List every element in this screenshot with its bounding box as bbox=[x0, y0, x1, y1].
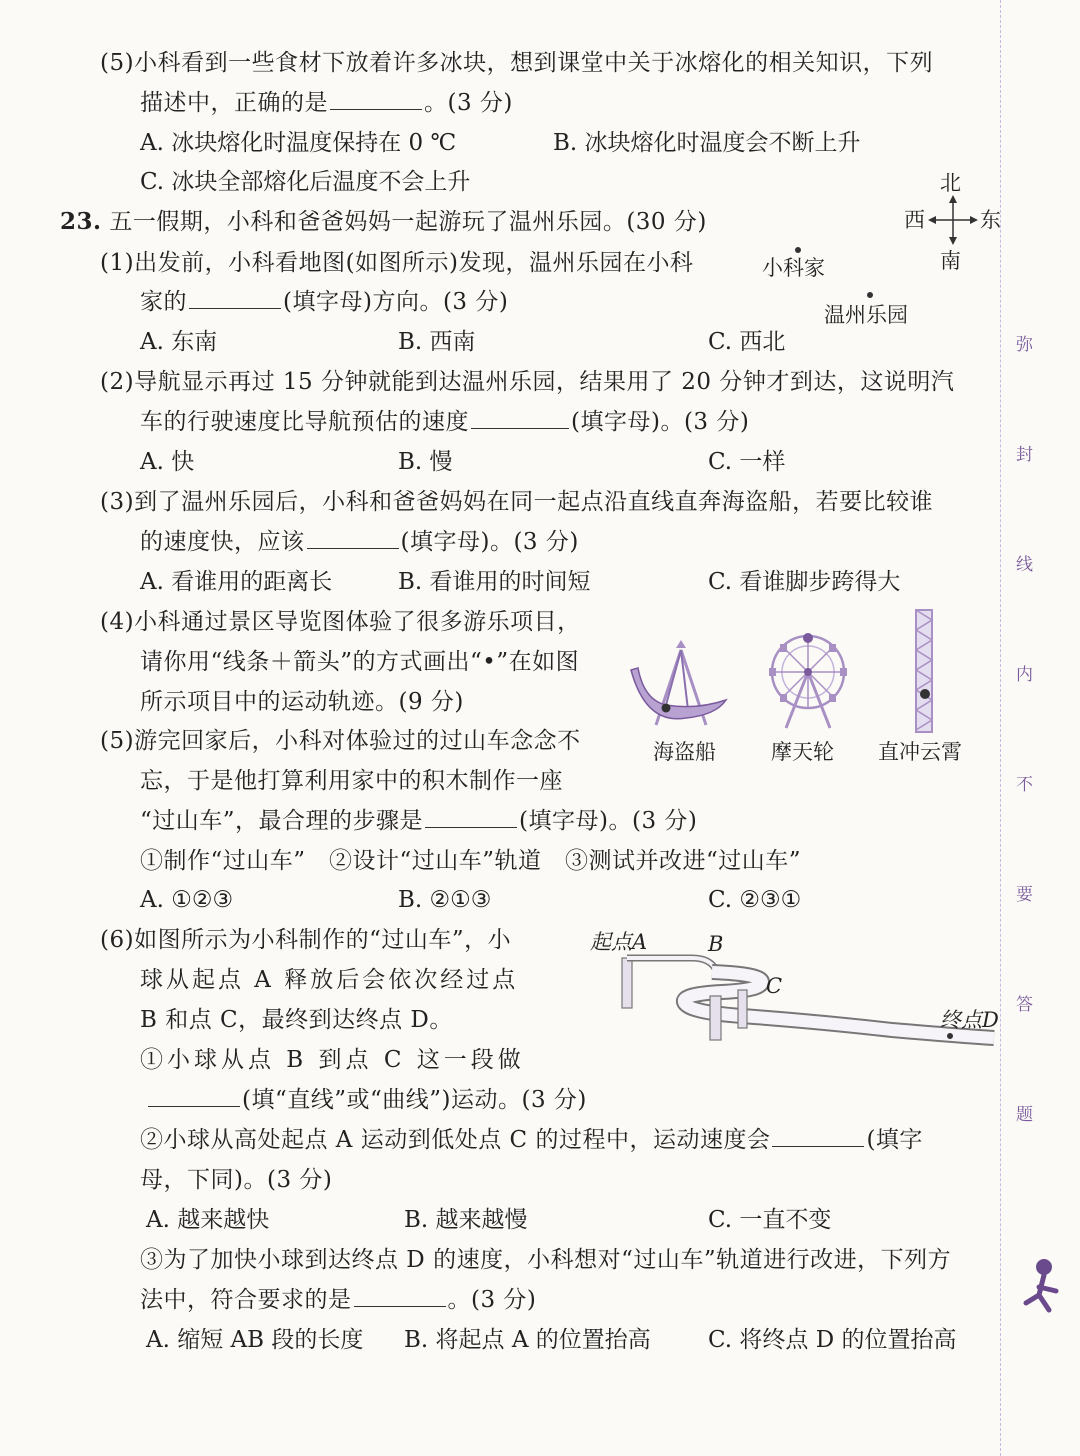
binding-margin bbox=[1000, 0, 1053, 1456]
label-start-a: 起点A bbox=[590, 930, 648, 954]
sidebar-char: 内 bbox=[1016, 665, 1033, 685]
map-label-park: 温州乐园 bbox=[824, 303, 908, 327]
mascot-figure bbox=[1014, 1255, 1064, 1315]
pirate-ship-illustration bbox=[626, 630, 736, 730]
q23-5-option-b: B. ②①③ bbox=[398, 887, 492, 913]
map-dot-park bbox=[866, 291, 874, 299]
q23-2-option-b: B. 慢 bbox=[398, 449, 453, 475]
q23-6-sub3-line2: 法中，符合要求的是 。(3 分) bbox=[140, 1287, 537, 1313]
q23-3-stem-line2: 的速度快，应该 (填字母)。(3 分) bbox=[140, 529, 579, 555]
answer-blank[interactable] bbox=[425, 807, 517, 828]
q23-3-stem-line1: (3)到了温州乐园后，小科和爸爸妈妈在同一起点沿直线直奔海盗船，若要比较谁 bbox=[100, 489, 934, 515]
q23-6-sub1-line1: ①小球从点 B 到点 C 这一段做 bbox=[140, 1047, 525, 1073]
sidebar-char: 封 bbox=[1016, 445, 1033, 465]
q23-2-option-c: C. 一样 bbox=[708, 449, 786, 475]
q23-4-stem-line2: 请你用“线条＋箭头”的方式画出“•”在如图 bbox=[140, 649, 580, 675]
q23-5-stem-line1: (5)游完回家后，小科对体验过的过山车念念不 bbox=[100, 728, 581, 754]
answer-blank[interactable] bbox=[354, 1286, 446, 1307]
q23-6-sub2-line2: 母，下同)。(3 分) bbox=[140, 1167, 333, 1193]
q23-6-sub3-option-c: C. 将终点 D 的位置抬高 bbox=[708, 1327, 957, 1353]
q23-6-sub2-line1: ②小球从高处起点 A 运动到低处点 C 的过程中，运动速度会 (填字 bbox=[140, 1127, 923, 1153]
answer-blank[interactable] bbox=[307, 528, 399, 549]
q23-1-option-c: C. 西北 bbox=[708, 329, 786, 355]
q23-2-stem-line1: (2)导航显示再过 15 分钟就能到达温州乐园，结果用了 20 分钟才到达，这说明汽 bbox=[100, 369, 955, 395]
answer-blank[interactable] bbox=[148, 1086, 240, 1107]
q23-2-option-a: A. 快 bbox=[140, 449, 195, 475]
answer-blank[interactable] bbox=[471, 408, 569, 429]
q23-5-stem-line2: 忘，于是他打算利用家中的积木制作一座 bbox=[140, 768, 563, 794]
compass-east: 东 bbox=[980, 208, 1001, 232]
q23-6-stem-line2: 球从起点 A 释放后会依次经过点 bbox=[140, 967, 519, 993]
q23-1-option-a: A. 东南 bbox=[140, 329, 218, 355]
sidebar-char: 答 bbox=[1016, 995, 1033, 1015]
q23-6-sub2-option-c: C. 一直不变 bbox=[708, 1207, 832, 1233]
label-end-d: 终点D bbox=[940, 1008, 999, 1032]
sidebar-char: 线 bbox=[1016, 555, 1033, 575]
q23-1-stem-line1: (1)出发前，小科看地图(如图所示)发现，温州乐园在小科 bbox=[100, 250, 694, 276]
compass-south: 南 bbox=[940, 249, 961, 273]
map-label-home: 小科家 bbox=[762, 256, 825, 280]
q23-4-stem-line1: (4)小科通过景区导览图体验了很多游乐项目， bbox=[100, 609, 581, 635]
q23-1-option-b: B. 西南 bbox=[398, 329, 476, 355]
q23-3-option-c: C. 看谁脚步跨得大 bbox=[708, 569, 901, 595]
q23-5-option-a: A. ①②③ bbox=[140, 887, 234, 913]
caption-drop-tower: 直冲云霄 bbox=[878, 740, 962, 764]
compass-north: 北 bbox=[940, 171, 961, 195]
q23-1-stem-line2: 家的 (填字母)方向。(3 分) bbox=[140, 289, 509, 315]
q23-6-stem-line1: (6)如图所示为小科制作的“过山车”，小 bbox=[100, 927, 512, 953]
q23-3-option-a: A. 看谁用的距离长 bbox=[140, 569, 333, 595]
q23-6-sub3-option-b: B. 将起点 A 的位置抬高 bbox=[404, 1327, 651, 1353]
q23-2-stem-line2: 车的行驶速度比导航预估的速度 (填字母)。(3 分) bbox=[140, 409, 750, 435]
q23-4-stem-line3: 所示项目中的运动轨迹。(9 分) bbox=[140, 689, 464, 715]
sidebar-char: 要 bbox=[1016, 885, 1033, 905]
sidebar-char: 弥 bbox=[1016, 335, 1033, 355]
q23-5-steps: ①制作“过山车” ②设计“过山车”轨道 ③测试并改进“过山车” bbox=[140, 848, 802, 874]
q23-6-sub2-option-a: A. 越来越快 bbox=[146, 1207, 270, 1233]
sidebar-char: 不 bbox=[1016, 775, 1033, 795]
drop-tower-illustration bbox=[912, 608, 936, 734]
sidebar-char: 题 bbox=[1016, 1105, 1033, 1125]
q23-6-sub1-line2: (填“直线”或“曲线”)运动。(3 分) bbox=[140, 1085, 587, 1115]
q22-5-option-a: A. 冰块熔化时温度保持在 0 ℃ bbox=[140, 130, 457, 156]
label-c: C bbox=[766, 974, 783, 998]
q23-6-sub3-line1: ③为了加快小球到达终点 D 的速度，小科想对“过山车”轨道进行改进，下列方 bbox=[140, 1247, 952, 1273]
answer-blank[interactable] bbox=[330, 89, 422, 110]
q23-title: 23. 五一假期，小科和爸爸妈妈一起游玩了温州乐园。(30 分) bbox=[60, 208, 707, 235]
q23-5-stem-line3: “过山车”，最合理的步骤是 (填字母)。(3 分) bbox=[140, 808, 698, 834]
q23-6-stem-line3: B 和点 C，最终到达终点 D。 bbox=[140, 1007, 453, 1033]
caption-pirate-ship: 海盗船 bbox=[653, 740, 716, 764]
caption-ferris-wheel: 摩天轮 bbox=[771, 740, 834, 764]
q22-5-option-b: B. 冰块熔化时温度会不断上升 bbox=[553, 130, 861, 156]
q23-6-sub2-option-b: B. 越来越慢 bbox=[404, 1207, 528, 1233]
q23-6-sub3-option-a: A. 缩短 AB 段的长度 bbox=[146, 1327, 364, 1353]
q22-5-stem-line1: (5)小科看到一些食材下放着许多冰块，想到课堂中关于冰熔化的相关知识，下列 bbox=[100, 50, 934, 76]
compass-icon bbox=[928, 195, 978, 245]
q22-5-option-c: C. 冰块全部熔化后温度不会上升 bbox=[140, 169, 471, 195]
q22-5-stem-line2: 描述中，正确的是 。(3 分) bbox=[140, 90, 513, 116]
ferris-wheel-illustration bbox=[766, 630, 850, 730]
q23-5-option-c: C. ②③① bbox=[708, 887, 802, 913]
map-dot-home bbox=[794, 246, 802, 254]
compass-west: 西 bbox=[904, 208, 925, 232]
answer-blank[interactable] bbox=[772, 1126, 864, 1147]
label-b: B bbox=[708, 932, 724, 956]
answer-blank[interactable] bbox=[189, 288, 281, 309]
q23-3-option-b: B. 看谁用的时间短 bbox=[398, 569, 591, 595]
